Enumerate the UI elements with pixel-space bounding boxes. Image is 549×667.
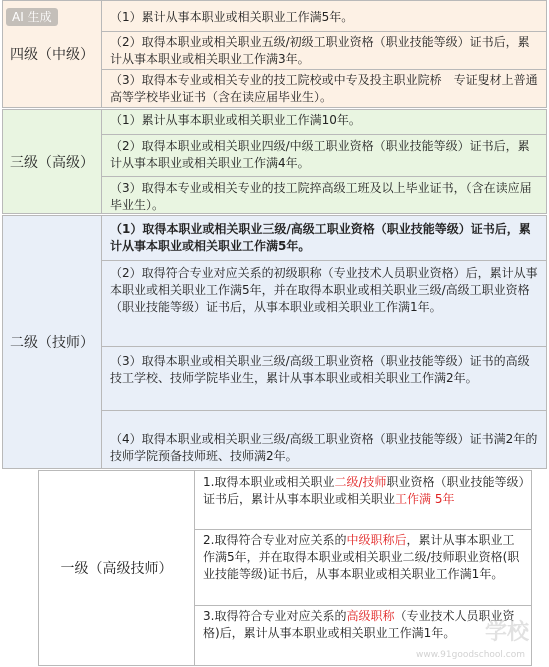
- level2-label: 二级（技师）: [10, 335, 94, 351]
- level1-block: [38, 470, 532, 666]
- level2-item-4: （4）取得本职业或相关职业三级/高级工职业资格（职业技能等级）证书满2年的技师学院预备技师班、技师满2年。: [102, 410, 546, 470]
- level3-item-1: （1）累计从事本职业或相关职业工作满10年。: [110, 113, 361, 127]
- level2-item-3: （3）取得本职业或相关职业三级/高级工职业资格（职业技能等级）证书的高级技工学校、技师学院毕业生，累计从事本职业或相关职业工作满2年。: [102, 346, 546, 410]
- level1-item-2-highlight: 中级职称后: [346, 533, 407, 547]
- level3-block: [2, 109, 547, 214]
- level4-block: [2, 0, 547, 108]
- level2-item-2: （2）取得符合专业对应关系的初级职称（专业技术人员职业资格）后，累计从事本职业或相关职业工作满5年，并在取得本职业或相关职业三级/高级工职业资格（职业技能等级）证书后，从事本职业或相关职业工作满1年。: [102, 260, 546, 346]
- level3-item-3: （3）取得本专业或相关专业的技工院捽高级工班及以上毕业证书，（含在读应届毕业生）。: [102, 176, 546, 215]
- level3-item-2: （2）取得本职业或相关职业四级/中级工职业资格（职业技能等级）证书后，累计从事本职业或相关职业工作满4年。: [102, 134, 546, 176]
- level4-label: 四级（中级）: [10, 47, 94, 63]
- level4-item-2: （2）取得本职业或相关职业五级/初级工职业资格（职业技能等级）证书后，累计从事本职业或相关职业工作满3年。: [102, 31, 546, 69]
- level1-item-2: 2.取得符合专业对应关系的中级职称后，累计从事本职业工作满5年，并在取得本职业或相关职业二级/技师职业资格(职业技能等级)证书后，从事本职业或相关职业工作满1年。: [195, 529, 531, 605]
- level1-label: 一级（高级技师）: [60, 561, 173, 577]
- level1-item-1: 1.取得本职业或相关职业二级/技师职业资格（职业技能等级）证书后，累计从事本职业或相关职业工作满 5年: [203, 475, 525, 506]
- level3-label: 三级（高级）: [10, 154, 94, 171]
- watermark-url: www.91goodschool.com: [416, 650, 525, 660]
- level2-block: [2, 215, 547, 469]
- level1-item-1-highlight-2: 工作满 5年: [395, 492, 455, 506]
- level1-item-3-highlight: 高级职称: [346, 609, 395, 623]
- level4-item-1: （1）累计从事本职业或相关职业工作满5年。: [110, 10, 354, 24]
- level4-item-3: （3）取得本专业或相关专业的技工院校或中专及投主职业院桥 专证叟材上普通高等学校毕业证书（含在读应届毕业生）。: [102, 69, 546, 109]
- level1-item-3: 3.取得符合专业对应关系的高级职称（专业技术人员职业资格)后，累计从事本职业或相关职业工作满1年。: [195, 605, 531, 667]
- level2-item-1: （1）取得本职业或相关职业三级/高级工职业资格（职业技能等级）证书后，累计从事本职业或相关职业工作满5年。: [110, 222, 531, 253]
- level1-item-1-highlight: 二级/技师: [334, 475, 387, 489]
- watermark: 学校: [484, 620, 529, 645]
- ai-generated-badge: AI 生成: [6, 8, 58, 26]
